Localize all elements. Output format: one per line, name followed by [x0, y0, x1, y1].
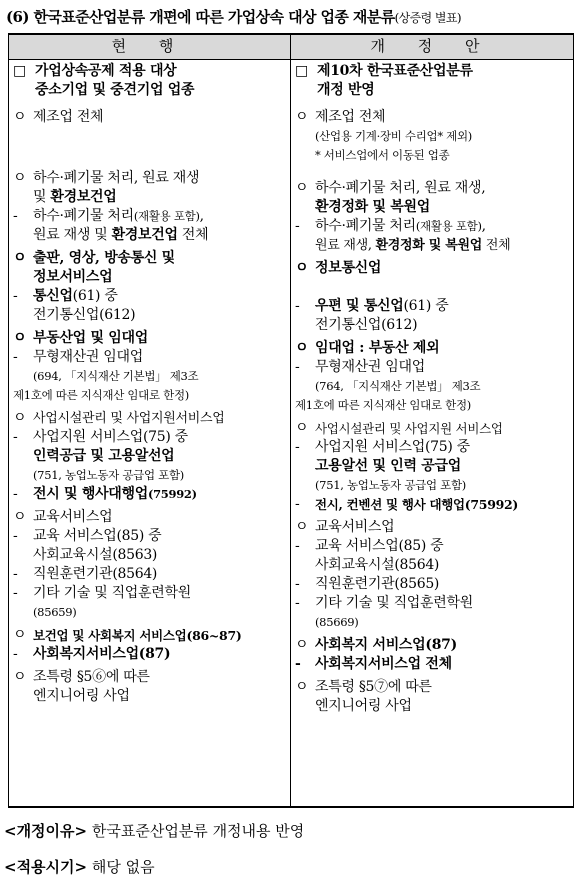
circle-bullet-icon: ㅇ: [13, 410, 27, 426]
dash-bullet-icon: -: [13, 566, 18, 582]
current-item-exhibition: - 전시 및 행사대행업(75992): [13, 486, 197, 502]
dash-bullet-icon: -: [13, 528, 18, 544]
revised-item-waste-detail: - 하수·폐기물 처리(재활용 포함), 원료 재생, 환경정화 및 복원업 전체: [295, 218, 511, 253]
dash-bullet-icon: -: [295, 496, 300, 512]
circle-bullet-icon: ㅇ: [13, 109, 27, 125]
section-heading: [6, 6, 576, 27]
current-item-health: ㅇ 보건업 및 사회복지 서비스업(86~87): [13, 627, 242, 643]
revised-item-academy: - 기타 기술 및 직업훈련학원 (85669): [295, 594, 569, 632]
current-item-telecom: - 통신업(61) 중 전기통신업(612): [13, 288, 136, 323]
revised-item-ict: ㅇ 정보통신업: [295, 260, 382, 276]
revised-item-telecom: - 우편 및 통신업(61) 중 전기통신업(612): [295, 298, 449, 333]
revised-item-ip-rental: - 무형재산권 임대업 (764, 「지식재산 기본법」 제3조 제1호에 따른 지식재산 임대로 한정): [295, 358, 569, 415]
heading-main: (6) 한국표준산업분류 개편에 따른 가업상속 대상 업종 재분류: [6, 8, 395, 26]
revised-item-education: ㅇ 교육서비스업: [295, 519, 395, 535]
dash-bullet-icon: -: [13, 585, 18, 601]
revised-item-support: - 사업지원 서비스업(75) 중 고용알선 및 인력 공급업 (751, 농업노동자 공급업 포함): [295, 438, 569, 495]
dash-bullet-icon: -: [295, 656, 301, 672]
revised-item-facility: ㅇ 사업시설관리 및 사업지원 서비스업: [295, 420, 503, 436]
header-current: 현 행: [9, 34, 291, 60]
circle-bullet-icon: ㅇ: [13, 250, 27, 266]
comparison-table: [8, 33, 574, 808]
revised-item-engineering: ㅇ 조특령 §5⑦에 따른 엔지니어링 사업: [295, 679, 432, 714]
revised-item-rental: ㅇ 임대업 : 부동산 제외: [295, 340, 440, 356]
revised-item-waste: ㅇ 하수·폐기물 처리, 원료 재생, 환경정화 및 복원업: [295, 180, 486, 215]
current-column: [9, 60, 291, 808]
heading-sub: (상증령 별표): [394, 11, 461, 25]
revised-item-welfare-service: ㅇ 사회복지 서비스업(87): [295, 637, 457, 653]
current-item-publishing: ㅇ 출판, 영상, 방송통신 및 정보서비스업: [13, 250, 175, 285]
revised-item-manufacturing: ㅇ 제조업 전체 (산업용 기계·장비 수리업* 제외) * 서비스업에서 이동된 업종: [295, 108, 569, 165]
current-item-education: ㅇ 교육서비스업: [13, 509, 113, 525]
circle-bullet-icon: ㅇ: [295, 519, 309, 535]
dash-bullet-icon: -: [295, 359, 300, 375]
revised-item-exhibition: - 전시, 컨벤션 및 행사 대행업(75992): [295, 496, 519, 512]
current-item-academy: - 기타 기술 및 직업훈련학원 (85659): [13, 584, 286, 622]
circle-bullet-icon: ㅇ: [295, 109, 309, 125]
current-item-ip-rental: - 무형재산권 임대업 (694, 「지식재산 기본법」 제3조 제1호에 따른 지식재산 임대로 한정): [13, 348, 286, 405]
current-item-welfare: - 사회복지서비스업(87): [13, 646, 171, 662]
revised-item-training: - 직원훈련기관(8565): [295, 576, 440, 592]
circle-bullet-icon: ㅇ: [13, 669, 27, 685]
circle-bullet-icon: ㅇ: [13, 509, 27, 525]
revised-item-welfare: - 사회복지서비스업 전체: [295, 656, 452, 672]
header-revised: 개 정 안: [291, 34, 574, 60]
current-item-realestate: ㅇ 부동산업 및 임대업: [13, 330, 148, 346]
current-item-education-detail: - 교육 서비스업(85) 중 사회교육시설(8563): [13, 528, 162, 563]
checkbox-square-icon: □: [295, 63, 308, 79]
dash-bullet-icon: -: [13, 486, 18, 502]
circle-bullet-icon: ㅇ: [13, 170, 27, 186]
current-item-support: - 사업지원 서비스업(75) 중 인력공급 및 고용알선업 (751, 농업노동자 공급업 포함): [13, 428, 286, 485]
dash-bullet-icon: -: [13, 208, 18, 224]
current-intro: □ 가업상속공제 적용 대상 중소기업 및 중견기업 업종: [13, 63, 195, 98]
dash-bullet-icon: -: [295, 538, 300, 554]
current-item-manufacturing: ㅇ 제조업 전체: [13, 109, 104, 125]
dash-bullet-icon: -: [13, 429, 18, 445]
dash-bullet-icon: -: [295, 576, 300, 592]
circle-bullet-icon: ㅇ: [13, 627, 27, 643]
dash-bullet-icon: -: [295, 298, 300, 314]
dash-bullet-icon: -: [13, 349, 18, 365]
dash-bullet-icon: -: [13, 646, 18, 662]
current-item-training: - 직원훈련기관(8564): [13, 566, 158, 582]
current-item-waste: ㅇ 하수·폐기물 처리, 원료 재생 및 환경보건업: [13, 170, 200, 205]
dash-bullet-icon: -: [295, 595, 300, 611]
revision-reason: <개정이유> 한국표준산업분류 개정내용 반영: [4, 822, 305, 840]
revised-item-education-detail: - 교육 서비스업(85) 중 사회교육시설(8564): [295, 538, 444, 573]
circle-bullet-icon: ㅇ: [295, 637, 309, 653]
circle-bullet-icon: ㅇ: [295, 180, 309, 196]
effective-period: <적용시기> 해당 없음: [4, 858, 155, 876]
circle-bullet-icon: ㅇ: [13, 330, 27, 346]
revised-intro: □ 제10차 한국표준산업분류 개정 반영: [295, 63, 473, 98]
circle-bullet-icon: ㅇ: [295, 340, 309, 356]
current-item-engineering: ㅇ 조특령 §5⑥에 따른 엔지니어링 사업: [13, 669, 150, 704]
dash-bullet-icon: -: [295, 439, 300, 455]
dash-bullet-icon: -: [295, 218, 300, 234]
circle-bullet-icon: ㅇ: [295, 679, 309, 695]
revised-column: [291, 60, 574, 808]
checkbox-square-icon: □: [13, 63, 26, 79]
current-item-facility: ㅇ 사업시설관리 및 사업지원서비스업: [13, 410, 225, 426]
circle-bullet-icon: ㅇ: [295, 260, 309, 276]
circle-bullet-icon: ㅇ: [295, 420, 309, 436]
dash-bullet-icon: -: [13, 288, 18, 304]
current-item-waste-detail: - 하수·폐기물 처리(재활용 포함), 원료 재생 및 환경보건업 전체: [13, 208, 209, 243]
